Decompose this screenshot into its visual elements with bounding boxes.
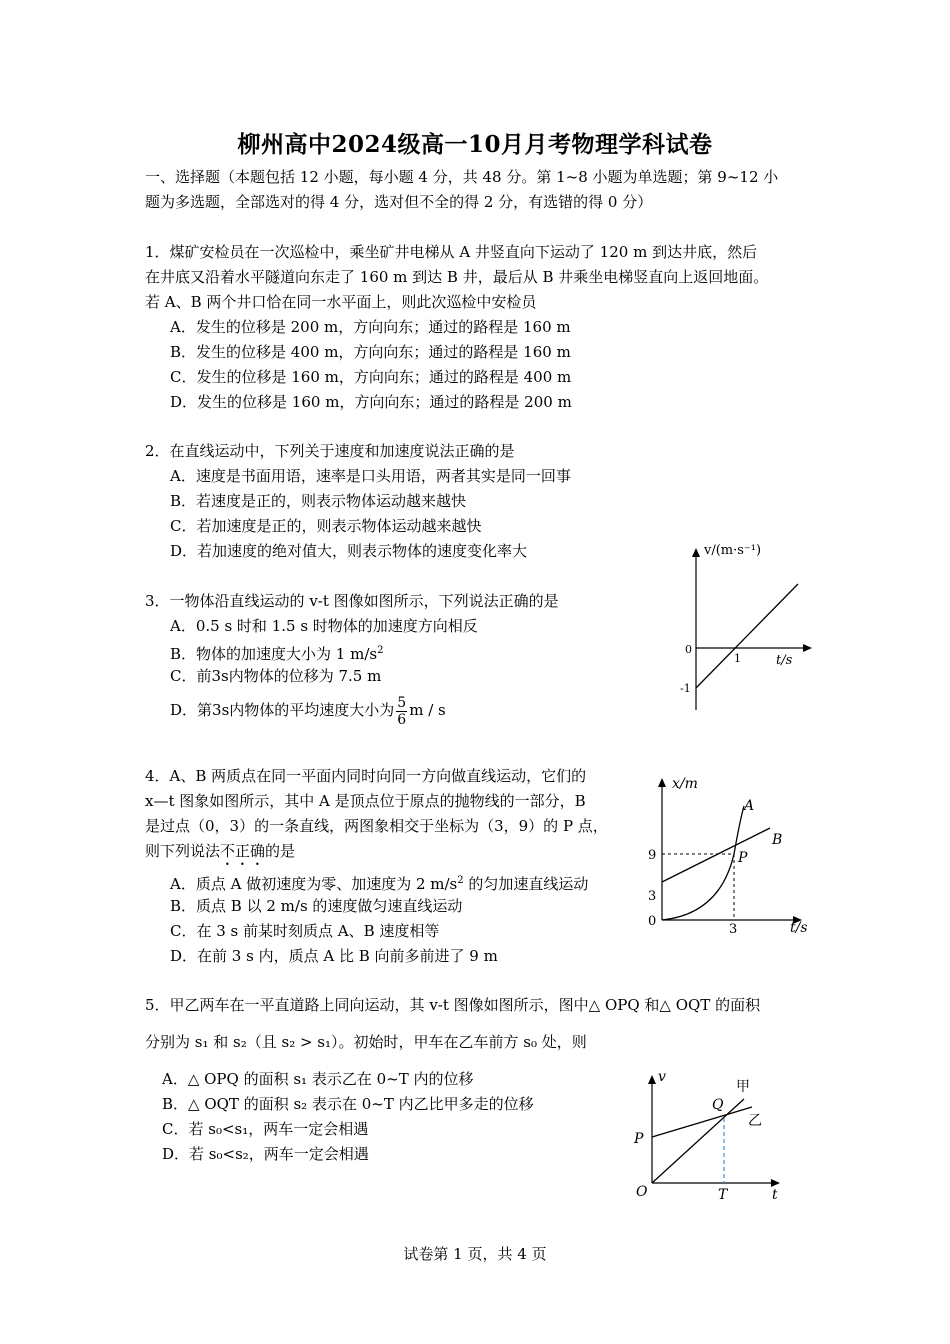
- q2-text: 2．在直线运动中，下列关于速度和加速度说法正确的是: [145, 442, 515, 460]
- q5-text-1: 5．甲乙两车在一平直道路上同向运动，其 v-t 图像如图所示，图中△ OPQ 和△ OQT 的面积: [145, 996, 761, 1014]
- q4-option-c: C．在 3 s 前某时刻质点 A、B 速度相等: [170, 922, 440, 940]
- q3-ylabel: v/(m·s⁻¹): [704, 543, 762, 558]
- q1-option-d: D．发生的位移是 160 m，方向向东；通过的路程是 200 m: [170, 393, 572, 411]
- q3-option-a: A．0.5 s 时和 1.5 s 时物体的加速度方向相反: [170, 617, 478, 635]
- q5-o-label: O: [636, 1184, 648, 1200]
- q4-x3: 3: [729, 922, 738, 937]
- q4-origin: 0: [648, 914, 657, 929]
- q4-text-4: 则下列说法不正确的是: [145, 842, 296, 860]
- q5-xlabel: t: [772, 1187, 778, 1203]
- q4-ylabel: x/m: [672, 776, 698, 792]
- q4-xt-graph: [640, 770, 820, 940]
- q4-y3: 3: [648, 889, 657, 904]
- q5-option-c: C．若 s₀<s₁，两车一定会相遇: [162, 1120, 369, 1138]
- page-footer: 试卷第 1 页，共 4 页: [403, 1245, 547, 1263]
- q2-option-a: A．速度是书面用语，速率是口头用语，两者其实是同一回事: [170, 467, 571, 485]
- q3-option-c: C．前3s内物体的位移为 7.5 m: [170, 667, 382, 685]
- q5-option-b: B．△ OQT 的面积 s₂ 表示在 0~T 内乙比甲多走的位移: [162, 1095, 534, 1113]
- q5-jia-label: 甲: [736, 1079, 750, 1095]
- q4-y9: 9: [648, 848, 657, 863]
- q4-point-p-label: P: [738, 850, 748, 866]
- fraction: $\frac{5}{6}$: [397, 694, 407, 728]
- q5-vt-graph: [628, 1065, 798, 1205]
- q3-ytick: -1: [680, 682, 691, 695]
- q4-text-1: 4．A、B 两质点在同一平面内同时向同一方向做直线运动，它们的: [145, 767, 587, 785]
- q4-curve-a-label: A: [744, 798, 755, 814]
- q4-line-b-label: B: [772, 832, 783, 848]
- q1-text-3: 若 A、B 两个井口恰在同一水平面上，则此次巡检中安检员: [145, 293, 537, 311]
- section-header-line2: 题为多选题，全部选对的得 4 分，选对但不全的得 2 分，有选错的得 0 分）: [145, 193, 653, 211]
- q5-p-label: P: [634, 1131, 644, 1147]
- q5-q-label: Q: [712, 1097, 724, 1113]
- q3-xlabel: t/s: [776, 653, 793, 668]
- q3-option-b: B．物体的加速度大小为 1 $m/s^2$: [170, 645, 384, 663]
- q3-xtick: 1: [734, 652, 741, 665]
- q3-vt-graph: [660, 540, 820, 720]
- q4-option-a: A．质点 A 做初速度为零、加速度为 2 $m/s^2$ 的匀加速直线运动: [170, 875, 589, 893]
- q2-option-d: D．若加速度的绝对值大，则表示物体的速度变化率大: [170, 542, 528, 560]
- q3-origin: 0: [685, 643, 692, 656]
- q2-option-b: B．若速度是正的，则表示物体运动越来越快: [170, 492, 467, 510]
- q5-ylabel: v: [658, 1069, 666, 1085]
- q1-text-2: 在井底又沿着水平隧道向东走了 160 m 到达 B 井，最后从 B 井乘坐电梯竖直向上返回地面。: [145, 268, 769, 286]
- q5-yi-label: 乙: [748, 1113, 762, 1129]
- q1-option-b: B．发生的位移是 400 m，方向向东；通过的路程是 160 m: [170, 343, 571, 361]
- q1-text-1: 1．煤矿安检员在一次巡检中，乘坐矿井电梯从 A 井竖直向下运动了 120 m 到达井底，然后: [145, 243, 758, 261]
- q5-option-d: D．若 s₀<s₂，两车一定会相遇: [162, 1145, 369, 1163]
- q4-text-2: x—t 图象如图所示，其中 A 是顶点位于原点的抛物线的一部分，B: [145, 792, 586, 810]
- q4-option-d: D．在前 3 s 内，质点 A 比 B 向前多前进了 9 m: [170, 947, 498, 965]
- page-title: 柳州高中2024级高一10月月考物理学科试卷: [237, 131, 713, 158]
- section-header-line1: 一、选择题（本题包括 12 小题，每小题 4 分，共 48 分。第 1~8 小题为单选题；第 9~12 小: [145, 168, 779, 186]
- q2-option-c: C．若加速度是正的，则表示物体运动越来越快: [170, 517, 482, 535]
- q4-option-b: B．质点 B 以 2 m/s 的速度做匀速直线运动: [170, 897, 463, 915]
- q5-text-2: 分别为 s₁ 和 s₂（且 s₂ > s₁）。初始时，甲车在乙车前方 s₀ 处，则: [145, 1033, 587, 1051]
- q3-option-d: D．第3s内物体的平均速度大小为 $\frac{5}{6}$ m / s: [170, 694, 446, 728]
- q1-option-a: A．发生的位移是 200 m，方向向东；通过的路程是 160 m: [170, 318, 571, 336]
- q5-t-label: T: [718, 1187, 728, 1203]
- q4-xlabel: t/s: [790, 920, 808, 936]
- q3-text: 3．一物体沿直线运动的 v-t 图像如图所示，下列说法正确的是: [145, 592, 559, 610]
- q5-option-a: A．△ OPQ 的面积 s₁ 表示乙在 0~T 内的位移: [162, 1070, 474, 1088]
- q4-text-3: 是过点（0，3）的一条直线，两图象相交于坐标为（3，9）的 P 点，: [145, 817, 608, 835]
- q1-option-c: C．发生的位移是 160 m，方向向东；通过的路程是 400 m: [170, 368, 572, 386]
